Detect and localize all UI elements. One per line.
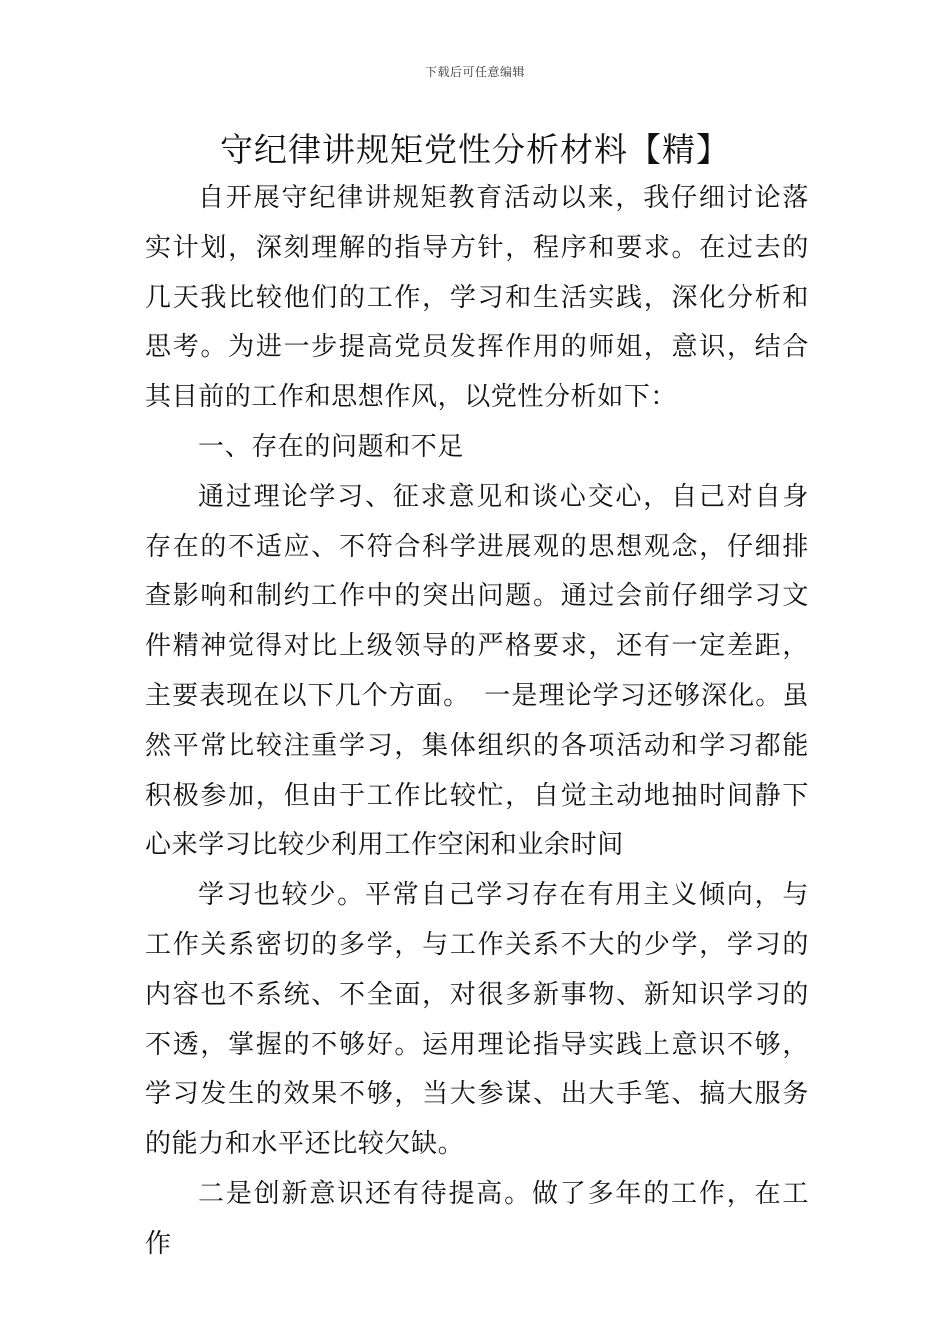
paragraph-problems: 通过理论学习、征求意见和谈心交心，自己对自身存在的不适应、不符合科学进展观的思想观念，仔细排查影响和制约工作中的突出问题。通过会前仔细学习文件精神觉得对比上级领导的严格要求，还有一定差距，主要表现在以下几个方面。 一是理论学习还够深化。虽然平常比较注重学习，集体组织的各项活动和学习都能积极参加，但由于工作比较忙，自觉主动地抽时间静下心来学习比较少利用工作空闲和业余时间 bbox=[145, 481, 809, 861]
paragraph-innovation: 二是创新意识还有待提高。做了多年的工作，在工作 bbox=[145, 1178, 809, 1259]
document-title: 守纪律讲规矩党性分析材料【精】 bbox=[220, 130, 730, 169]
document-body bbox=[145, 174, 809, 1270]
paragraph-intro: 自开展守纪律讲规矩教育活动以来，我仔细讨论落实计划，深刻理解的指导方针，程序和要求。在过去的几天我比较他们的工作，学习和生活实践，深化分析和思考。为进一步提高党员发挥作用的师姐，意识，结合其目前的工作和思想作风，以党性分析如下： bbox=[145, 183, 809, 413]
page-header: 下载后可任意编辑 bbox=[424, 65, 525, 79]
section-heading-problems: 一、存在的问题和不足 bbox=[198, 431, 465, 462]
paragraph-study: 学习也较少。平常自己学习存在有用主义倾向，与工作关系密切的多学，与工作关系不大的少学，学习的内容也不系统、不全面，对很多新事物、新知识学习的不透，掌握的不够好。运用理论指导实践上意识不够，学习发生的效果不够，当大参谋、出大手笔、搞大服务的能力和水平还比较欠缺。 bbox=[145, 880, 809, 1160]
